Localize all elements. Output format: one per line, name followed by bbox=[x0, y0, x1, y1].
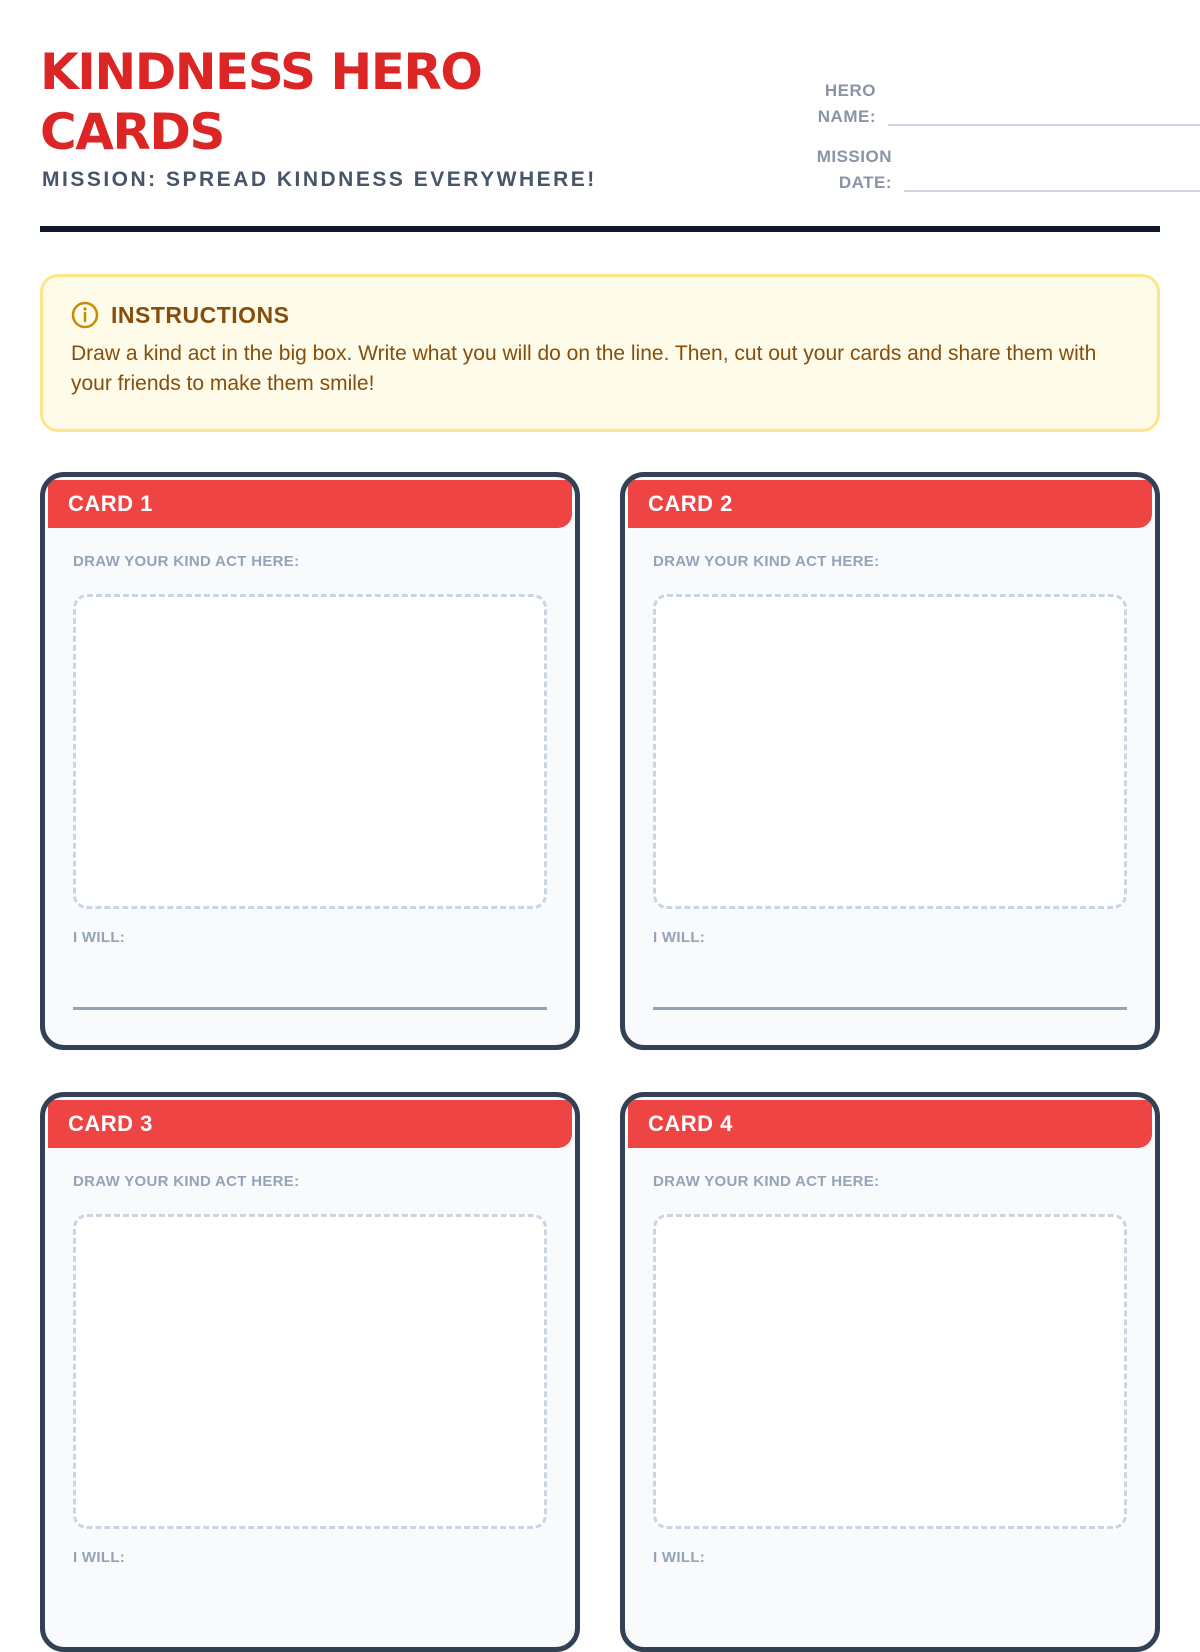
hero-name-line[interactable] bbox=[888, 124, 1200, 126]
card-title: CARD 2 bbox=[648, 491, 733, 516]
page-subtitle: MISSION: SPREAD KINDNESS EVERYWHERE! bbox=[42, 168, 597, 191]
kindness-card bbox=[620, 472, 1160, 1050]
page-title: KINDNESS HERO CARDS bbox=[40, 43, 482, 161]
instructions-box bbox=[40, 274, 1160, 432]
mission-date-label: MISSION DATE: bbox=[816, 147, 892, 192]
drawing-area[interactable] bbox=[653, 594, 1127, 909]
will-label: I WILL: bbox=[653, 1549, 706, 1566]
drawing-area[interactable] bbox=[653, 1214, 1127, 1529]
will-label: I WILL: bbox=[73, 1549, 126, 1566]
draw-label: DRAW YOUR KIND ACT HERE: bbox=[73, 1173, 300, 1190]
kindness-card bbox=[40, 1092, 580, 1652]
will-label: I WILL: bbox=[653, 929, 706, 946]
page-header bbox=[40, 40, 1160, 232]
drawing-area[interactable] bbox=[73, 594, 547, 909]
card-title: CARD 1 bbox=[68, 491, 153, 516]
instructions-title: INSTRUCTIONS bbox=[111, 301, 290, 328]
instructions-header bbox=[71, 301, 1129, 329]
drawing-area[interactable] bbox=[73, 1214, 547, 1529]
card-title: CARD 3 bbox=[68, 1111, 153, 1136]
will-writing-line[interactable] bbox=[653, 1007, 1127, 1010]
kindness-card bbox=[620, 1092, 1160, 1652]
kindness-card bbox=[40, 472, 580, 1050]
hero-name-label: HERO NAME: bbox=[817, 81, 876, 126]
card-title: CARD 4 bbox=[648, 1111, 733, 1136]
will-writing-line[interactable] bbox=[73, 1007, 547, 1010]
mission-date-line[interactable] bbox=[904, 190, 1200, 192]
draw-label: DRAW YOUR KIND ACT HERE: bbox=[73, 553, 300, 570]
hero-name-field[interactable] bbox=[800, 78, 1200, 130]
card-header bbox=[628, 480, 1152, 528]
will-label: I WILL: bbox=[73, 929, 126, 946]
instructions-text: Draw a kind act in the big box. Write what you will do on the line. Then, cut out your cards and share them with your friends to make them smile! bbox=[71, 342, 1097, 395]
mission-date-field[interactable] bbox=[796, 144, 1200, 196]
draw-label: DRAW YOUR KIND ACT HERE: bbox=[653, 1173, 880, 1190]
card-header bbox=[48, 480, 572, 528]
card-header bbox=[48, 1100, 572, 1148]
draw-label: DRAW YOUR KIND ACT HERE: bbox=[653, 553, 880, 570]
info-icon bbox=[71, 301, 99, 329]
card-header bbox=[628, 1100, 1152, 1148]
